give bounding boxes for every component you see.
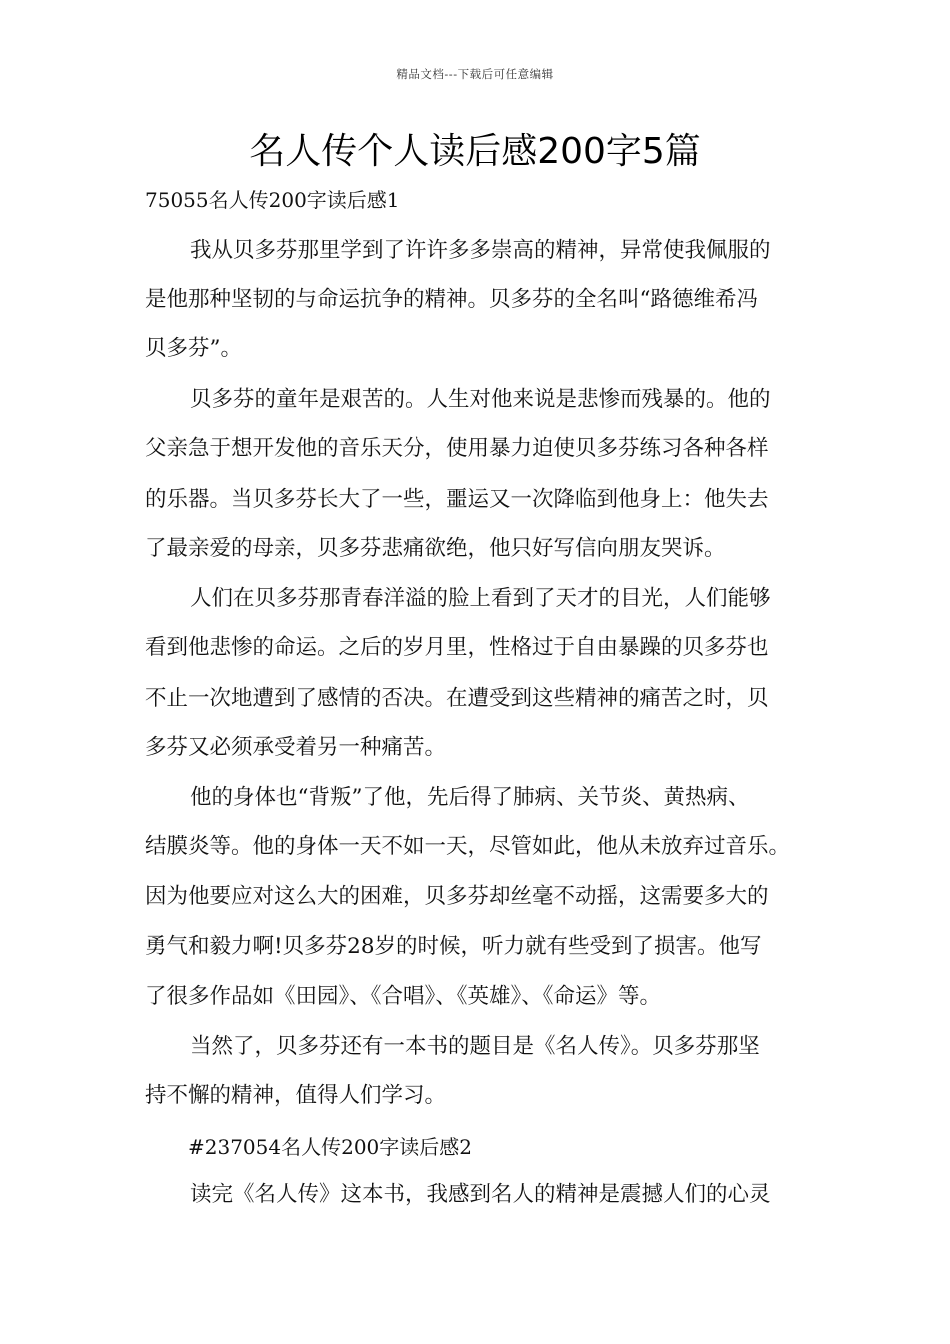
- document-title: 名人传个人读后感200字5篇: [249, 131, 701, 172]
- body-line: 多芬又必须承受着另一种痛苦。: [145, 735, 447, 760]
- body-line: 贝多芬的童年是艰苦的。人生对他来说是悲惨而残暴的。他的: [190, 387, 771, 412]
- body-line: 持不懈的精神，值得人们学习。: [145, 1083, 447, 1108]
- body-line: 人们在贝多芬那青春洋溢的脸上看到了天才的目光，人们能够: [190, 586, 771, 611]
- body-line: 父亲急于想开发他的音乐天分，使用暴力迫使贝多芬练习各种各样: [145, 436, 769, 461]
- body-line: 的乐器。当贝多芬长大了一些，噩运又一次降临到他身上：他失去: [145, 487, 769, 512]
- body-line: 了最亲爱的母亲，贝多芬悲痛欲绝，他只好写信向朋友哭诉。: [145, 536, 726, 561]
- body-line: 不止一次地遭到了感情的否决。在遭受到这些精神的痛苦之时，贝: [145, 686, 769, 711]
- body-line: 勇气和毅力啊!贝多芬28岁的时候，听力就有些受到了损害。他写: [145, 934, 762, 959]
- body-line: 结膜炎等。他的身体一天不如一天，尽管如此，他从未放弃过音乐。: [145, 834, 791, 859]
- body-line: 看到他悲惨的命运。之后的岁月里，性格过于自由暴躁的贝多芬也: [145, 635, 769, 660]
- body-line: 因为他要应对这么大的困难，贝多芬却丝毫不动摇，这需要多大的: [145, 884, 769, 909]
- body-line: 贝多芬”。: [145, 336, 242, 361]
- body-line: 我从贝多芬那里学到了许许多多崇高的精神，异常使我佩服的: [190, 238, 771, 263]
- section-heading-2: #237054名人传200字读后感2: [188, 1135, 473, 1159]
- page-header: 精品文档---下载后可任意编辑: [396, 67, 554, 81]
- section-heading-1: 75055名人传200字读后感1: [145, 188, 400, 212]
- body-line: 当然了，贝多芬还有一本书的题目是《名人传》。贝多芬那坚: [190, 1034, 760, 1059]
- body-line: 读完《名人传》这本书，我感到名人的精神是震撼人们的心灵: [190, 1182, 771, 1207]
- body-line: 了很多作品如《田园》、《合唱》、《英雄》、《命运》等。: [145, 984, 662, 1009]
- body-line: 是他那种坚韧的与命运抗争的精神。贝多芬的全名叫“路德维希冯: [145, 287, 758, 312]
- body-line: 他的身体也“背叛”了他，先后得了肺病、关节炎、黄热病、: [190, 785, 750, 810]
